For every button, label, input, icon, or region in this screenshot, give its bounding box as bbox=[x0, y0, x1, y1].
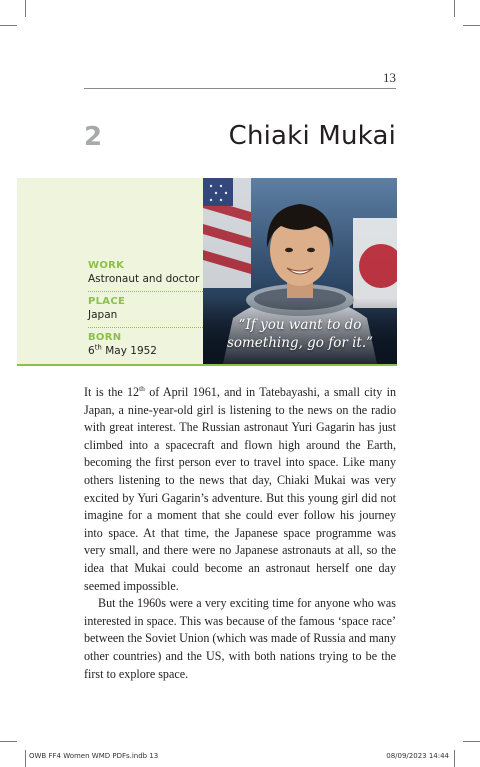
pull-quote-line: “If you want to do bbox=[238, 317, 362, 333]
paragraph-text: It is the 12 bbox=[84, 385, 140, 399]
crop-mark bbox=[463, 741, 480, 742]
fact-label: PLACE bbox=[88, 296, 126, 307]
fact-born bbox=[88, 328, 203, 363]
paragraph-text: of April 1961, and in Tatebayashi, a small city in Japan, a nine-year-old girl is listening to the news on the radio with great interest. The Russian astronaut Yuri Gagarin has just climbed into a spacecraft and flown high around the Earth, becoming the first person ever to travel into space. Like many others listening to the news that day, Chiaki Mukai was very excited by Yuri Gagarin’s adventure. But this young girl did not imagine for a moment that she could ever follow his journey into space. At that time, the Japanese space programme was very small, and there were no Japanese astronauts at all, so the idea that Mukai could become an astronaut herself one day seemed impossible. bbox=[84, 385, 396, 593]
header-rule bbox=[84, 88, 396, 89]
crop-mark bbox=[0, 25, 17, 26]
crop-mark bbox=[454, 0, 455, 17]
pull-quote-line: something, go for it.” bbox=[226, 335, 374, 351]
chapter-title: Chiaki Mukai bbox=[228, 121, 396, 151]
crop-mark bbox=[454, 750, 455, 767]
portrait-photo bbox=[203, 178, 397, 364]
fact-value: Japan bbox=[88, 309, 118, 321]
slug-filename: OWB FF4 Women WMD PDFs.indb 13 bbox=[29, 752, 159, 760]
pull-quote bbox=[213, 316, 387, 352]
fact-value bbox=[88, 344, 203, 359]
crop-mark bbox=[463, 25, 480, 26]
chapter-number: 2 bbox=[84, 122, 103, 152]
birth-day-suffix: th bbox=[94, 343, 102, 352]
info-band-rule bbox=[17, 364, 397, 366]
fact-label: WORK bbox=[88, 260, 125, 271]
slug-date: 08/09/2023 14:44 bbox=[386, 752, 449, 760]
paragraph bbox=[84, 384, 396, 595]
body-text bbox=[84, 384, 396, 683]
fact-place bbox=[88, 292, 203, 328]
crop-mark bbox=[25, 750, 26, 767]
fact-work bbox=[88, 256, 203, 292]
paragraph: But the 1960s were a very exciting time for anyone who was interested in space. This was because of the famous ‘space race’ between the Soviet Union (which was made of Russia and many other countries) and the US, with both nations trying to be the first to explore space. bbox=[84, 596, 396, 681]
fact-value: Astronaut and doctor bbox=[88, 273, 200, 285]
page-number: 13 bbox=[383, 70, 396, 85]
fact-label: BORN bbox=[88, 332, 122, 343]
birth-month-year: May 1952 bbox=[101, 345, 157, 357]
fact-box bbox=[88, 256, 203, 363]
birth-day: 6 bbox=[88, 345, 95, 357]
ordinal-suffix: th bbox=[139, 383, 145, 393]
crop-mark bbox=[25, 0, 26, 17]
crop-mark bbox=[0, 741, 17, 742]
